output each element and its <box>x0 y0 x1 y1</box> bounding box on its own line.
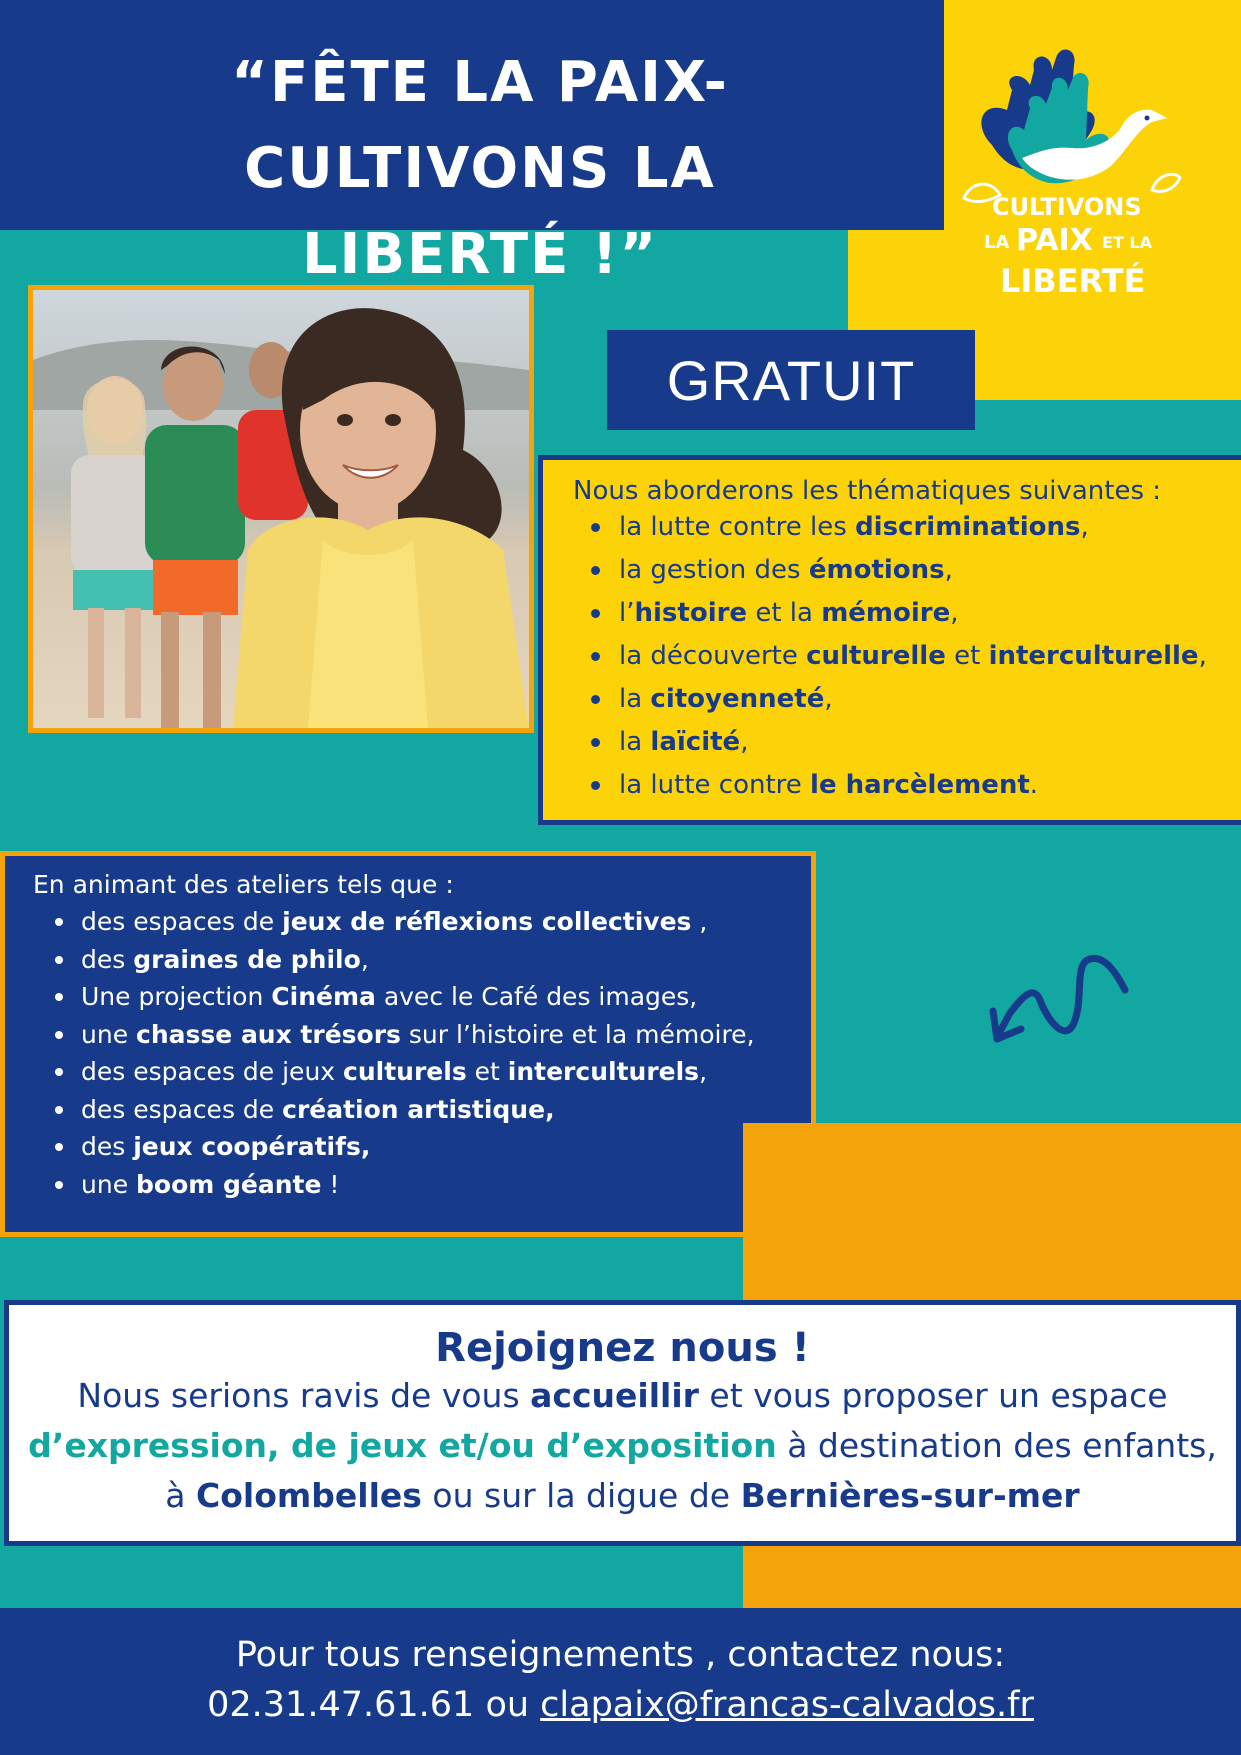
workshops-panel <box>0 851 816 1237</box>
phone-number[interactable]: 02.31.47.61.61 <box>207 1685 475 1725</box>
email-link[interactable]: clapaix@francas-calvados.fr <box>540 1685 1034 1725</box>
join-line-1: Nous serions ravis de vous accueillir et vous proposer un espace <box>77 1376 1168 1415</box>
themes-item: l’histoire et la mémoire, <box>543 592 1241 635</box>
free-badge: GRATUIT <box>607 330 975 430</box>
workshops-item: des graines de philo, <box>5 941 811 979</box>
title-line-2: LIBERTÉ !” <box>301 222 659 287</box>
workshops-list <box>5 903 811 1203</box>
themes-item: la lutte contre le harcèlement. <box>543 764 1241 807</box>
themes-intro: Nous aborderons les thématiques suivantes : <box>573 476 1162 506</box>
workshops-item: des espaces de jeux culturels et interculturels, <box>5 1053 811 1091</box>
themes-item: la gestion des émotions, <box>543 549 1241 592</box>
page-title <box>40 40 920 298</box>
footer <box>0 1608 1241 1755</box>
svg-text:ET LA: ET LA <box>1102 233 1152 252</box>
hand-dove-icon <box>952 30 1192 310</box>
join-title: Rejoignez nous ! <box>435 1325 810 1371</box>
workshops-intro: En animant des ateliers tels que : <box>33 870 454 899</box>
themes-item: la citoyenneté, <box>543 678 1241 721</box>
workshops-item: des espaces de jeux de réflexions collectives , <box>5 903 811 941</box>
workshops-item: des jeux coopératifs, <box>5 1128 811 1166</box>
workshops-item: une chasse aux trésors sur l’histoire et la mémoire, <box>5 1016 811 1054</box>
themes-list <box>543 506 1241 807</box>
join-line-2: d’expression, de jeux et/ou d’exposition à destination des enfants, <box>28 1426 1217 1465</box>
workshops-item: des espaces de création artistique, <box>5 1091 811 1129</box>
workshops-item: Une projection Cinéma avec le Café des images, <box>5 978 811 1016</box>
decor-orange-block <box>743 1123 1241 1308</box>
svg-text:LIBERTÉ: LIBERTÉ <box>1000 262 1146 300</box>
join-panel <box>4 1300 1241 1546</box>
squiggle-arrow-icon <box>985 945 1135 1045</box>
svg-text:CULTIVONS: CULTIVONS <box>992 193 1142 221</box>
themes-item: la lutte contre les discriminations, <box>543 506 1241 549</box>
workshops-item: une boom géante ! <box>5 1166 811 1204</box>
logo <box>952 30 1192 310</box>
footer-contact-line: 02.31.47.61.61 ou clapaix@francas-calvados.fr <box>207 1685 1034 1725</box>
themes-item: la laïcité, <box>543 721 1241 764</box>
decor-orange-block-lower <box>743 1545 1241 1610</box>
join-line-3: à Colombelles ou sur la digue de Bernières-sur-mer <box>165 1476 1080 1515</box>
title-line-1: “FÊTE LA PAIX- CULTIVONS LA <box>231 50 729 201</box>
svg-text:LA: LA <box>984 232 1010 253</box>
footer-contact-text: Pour tous renseignements , contactez nous: <box>235 1635 1006 1675</box>
themes-panel <box>538 455 1241 825</box>
svg-text:PAIX: PAIX <box>1016 223 1093 258</box>
themes-item: la découverte culturelle et interculturelle, <box>543 635 1241 678</box>
children-photo <box>28 285 534 733</box>
